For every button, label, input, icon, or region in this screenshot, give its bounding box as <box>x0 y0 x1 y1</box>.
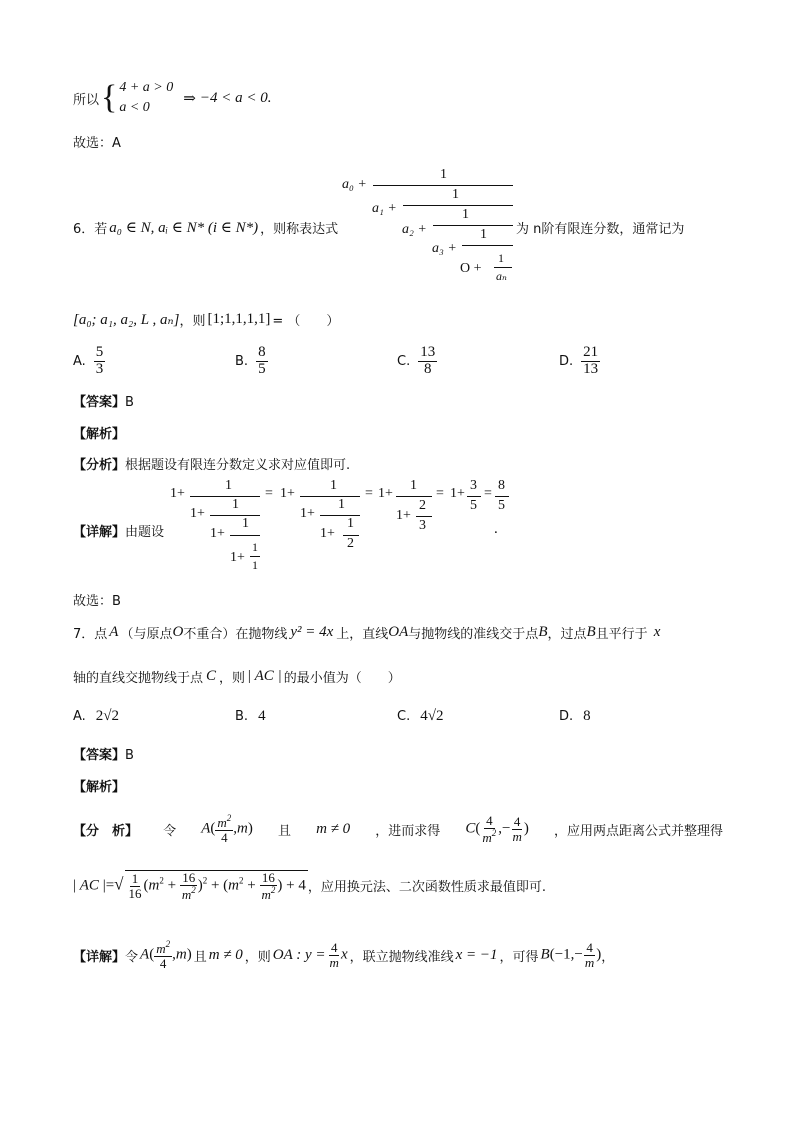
q7-stem-line2 <box>73 667 401 686</box>
q7-ac-formula-line <box>73 870 546 901</box>
q6-choose: 故选：B <box>73 594 121 609</box>
answer-tag: 【答案】 <box>73 748 126 763</box>
q6-stem-start <box>73 218 338 237</box>
option-fraction <box>581 345 600 378</box>
q7-line-oa: OA <box>388 624 409 640</box>
calc-bar <box>210 515 260 516</box>
calc-bar <box>230 535 260 536</box>
option-fraction <box>418 345 437 378</box>
calc-1plus: 1+ <box>300 506 315 521</box>
cf-a2: a₂ + <box>402 222 427 237</box>
calc-bar <box>495 496 509 497</box>
den: 13 <box>583 360 599 377</box>
calc-one: 1 <box>410 478 417 493</box>
q7-text: 令 <box>125 949 139 965</box>
calc-1plus: 1+ <box>396 508 411 523</box>
q7-text: 不重合）在抛物线 <box>183 627 288 642</box>
q6-cond-math: a₀ ∈ N, aᵢ ∈ N* (i ∈ N*) <box>109 220 259 236</box>
calc-den: 5 <box>498 498 505 513</box>
cf-one-2: 1 <box>452 187 459 202</box>
calc-eq: = <box>436 486 444 501</box>
q6-fenxi <box>73 454 350 473</box>
q7-text: 轴的直线交抛物线于点 <box>73 671 204 686</box>
q7-option-a[interactable] <box>73 708 119 725</box>
jiexi-tag: 【解析】 <box>73 780 126 795</box>
q6-jiexi <box>73 423 125 442</box>
calc-one: 1 <box>225 478 232 493</box>
case-bottom: a < 0 <box>119 100 150 115</box>
q7-oa-slope: $\frac{4}{m}$ x <box>329 940 348 970</box>
q6-notation: [a₀; a₁, a₂, L , aₙ] <box>73 312 180 328</box>
option-label: D. <box>559 709 574 724</box>
calc-one: 1 <box>330 478 337 493</box>
q7-point-b-expr: B(−1,− $\frac{4}{m}$ ) <box>540 940 602 970</box>
calc-1plus: 1+ <box>280 486 295 501</box>
q7-point-c-expr: C( $\frac{4}{m^2}$ ,− $\frac{4}{m}$ ) <box>465 813 529 845</box>
q6-ask-expr: [1;1,1,1,1] <box>207 311 271 327</box>
calc-bar <box>416 516 432 517</box>
q7-point-b: B <box>586 624 596 640</box>
calc-bar <box>320 515 360 516</box>
den: 3 <box>95 360 104 377</box>
cf-one-3: 1 <box>462 207 469 222</box>
choose-line: 故选：A <box>73 136 121 151</box>
num: 8 <box>258 344 266 360</box>
q7-text: ，则 <box>219 671 246 686</box>
q6-calc <box>170 478 510 583</box>
q6-notation-line <box>73 310 339 329</box>
q7-xiangjie-line <box>73 940 614 970</box>
cf-bar-4 <box>462 245 513 246</box>
xiangjie-tag: 【详解】 <box>73 949 126 965</box>
option-label: D. <box>559 353 574 369</box>
calc-one: 1 <box>232 497 239 512</box>
calc-bar <box>250 556 260 557</box>
den: 5 <box>258 360 266 377</box>
q7-text: 且 <box>277 823 291 839</box>
cf-one-4: 1 <box>480 227 487 242</box>
q7-point-o: O <box>172 624 184 640</box>
option-text: 8 <box>583 708 591 724</box>
answer-tag: 【答案】 <box>73 395 126 410</box>
q6-after <box>516 218 684 237</box>
q7-x: x <box>653 624 661 640</box>
text-so: 所以 <box>73 92 100 108</box>
option-text: 4√2 <box>420 708 444 724</box>
q6-option-b[interactable] <box>235 345 268 378</box>
calc-num: 3 <box>470 478 477 493</box>
option-fraction <box>94 345 106 378</box>
q7-text: ，则 <box>244 949 271 965</box>
q7-m-nonzero: m ≠ 0 <box>316 820 351 837</box>
cf-one-5: 1 <box>498 251 504 265</box>
cf-a3: a₃ + <box>432 241 457 256</box>
calc-bar <box>396 496 432 497</box>
xiangjie-tag: 【详解】 <box>73 525 126 540</box>
calc-num: 8 <box>498 478 505 493</box>
answer-value: B <box>125 395 134 410</box>
implies-arrow: ⇒ <box>183 90 196 107</box>
q7-ac: | AC | <box>247 668 282 684</box>
calc-one: 1 <box>252 558 258 572</box>
q7-text: ，联立抛物线准线 <box>349 949 454 965</box>
q7-text: ，应用两点距离公式并整理得 <box>553 823 723 839</box>
q7-text: ，可得 <box>499 949 539 965</box>
q7-directrix: x = −1 <box>455 946 498 963</box>
q7-answer <box>73 744 134 763</box>
calc-bar <box>190 496 260 497</box>
option-text: 4 <box>258 708 266 724</box>
option-label: C. <box>397 353 411 369</box>
case-result: −4 < a < 0. <box>199 89 272 106</box>
cf-an: aₙ <box>496 269 507 283</box>
q7-jiexi <box>73 776 125 795</box>
q7-text: 且平行于 <box>595 627 648 642</box>
calc-1plus: 1+ <box>320 526 335 541</box>
calc-1plus: 1+ <box>450 486 465 501</box>
option-label: C. <box>397 709 411 724</box>
calc-eq: = <box>365 486 373 501</box>
calc-one: 1 <box>252 540 258 554</box>
cf-ellipsis: O + <box>460 261 482 276</box>
continued-fraction <box>340 165 520 290</box>
q7-text: ，应用换元法、二次函数性质求最值即可. <box>307 880 546 896</box>
q6-number: 6． <box>73 222 95 237</box>
q7-text: ，进而求得 <box>375 823 441 839</box>
q7-option-d[interactable] <box>559 708 591 725</box>
calc-den: 5 <box>470 498 477 513</box>
cf-a0: a₀ + <box>342 177 367 192</box>
calc-num: 2 <box>419 498 426 513</box>
q7-stem-line1 <box>73 623 660 642</box>
fenxi-tag: 【分析】 <box>73 458 126 473</box>
calc-bar <box>300 496 360 497</box>
calc-eq: = <box>484 486 492 501</box>
q7-text: （与原点 <box>120 627 173 642</box>
q6-option-c[interactable] <box>397 345 437 378</box>
q7-ac-formula: | AC |=√ $\frac{1}{16}$ ($m^2$ + $\frac{16}{m^2}$ )$^2 + (m^2$ + $\frac{16}{m^2}$ ) + 4 <box>73 870 306 902</box>
cf-one-1: 1 <box>440 167 447 182</box>
q7-text: ， <box>601 949 615 965</box>
case-system <box>119 78 173 118</box>
cf-a1: a₁ + <box>372 201 397 216</box>
q7-m-nonzero: m ≠ 0 <box>208 946 243 963</box>
calc-den: 2 <box>347 536 354 551</box>
answer-value: B <box>125 748 134 763</box>
q6-middle: ，则称表达式 <box>260 222 339 237</box>
calc-1plus: 1+ <box>378 486 393 501</box>
calc-one: 1 <box>338 497 345 512</box>
q6-ask-suffix: = （ ） <box>272 314 340 329</box>
calc-1plus: 1+ <box>170 486 185 501</box>
option-label: A. <box>73 709 86 724</box>
q7-oa-eq: OA : y = <box>272 946 326 963</box>
q7-text: 点 <box>94 627 108 642</box>
q7-text: 令 <box>163 823 177 839</box>
q7-fenxi-line1 <box>73 814 723 844</box>
q6-answer <box>73 391 134 410</box>
option-fraction <box>256 345 268 378</box>
q7-option-b[interactable] <box>235 708 266 725</box>
case-line <box>73 78 271 118</box>
option-text: 2√2 <box>95 708 120 724</box>
fenxi-tag: 【分 析】 <box>73 823 139 839</box>
fenxi-text: 根据题设有限连分数定义求对应值即可. <box>125 458 351 473</box>
brace-icon: { <box>101 79 118 116</box>
q7-parabola: y² = 4x <box>290 624 334 640</box>
q7-point-a-expr: A( $\frac{m^2}{4}$ ,m) <box>201 813 253 845</box>
jiexi-tag: 【解析】 <box>73 427 126 442</box>
q7-point-b: B <box>538 624 548 640</box>
q7-text: 的最小值为（ ） <box>283 671 401 686</box>
calc-eq: = <box>265 486 273 501</box>
calc-bar <box>467 496 481 497</box>
num: 21 <box>583 344 599 360</box>
cf-bar-2 <box>403 205 513 206</box>
q7-point-a: A <box>109 624 119 640</box>
q6-ask-prefix: ，则 <box>179 314 206 329</box>
cf-bar-1 <box>373 185 513 186</box>
option-label: B. <box>235 709 249 724</box>
q7-text: 且 <box>193 949 207 965</box>
q6-cond: 若 <box>94 222 108 237</box>
q7-text: ，过点 <box>547 627 587 642</box>
q7-number: 7． <box>73 627 95 642</box>
calc-end: . <box>494 521 498 537</box>
q6-after-text: 为 n阶有限连分数，通常记为 <box>516 222 685 237</box>
cf-bar-5 <box>494 267 512 268</box>
option-label: B. <box>235 353 249 369</box>
calc-den: 3 <box>419 518 426 533</box>
num: 13 <box>420 344 436 360</box>
den: 8 <box>423 360 432 377</box>
q7-text: 上，直线 <box>336 627 389 642</box>
num: 5 <box>95 344 104 360</box>
case-top: 4 + a > 0 <box>119 80 174 95</box>
xiangjie-text: 由题设 <box>125 525 165 540</box>
q7-option-c[interactable] <box>397 708 443 725</box>
q7-point-c: C <box>206 668 217 684</box>
calc-1plus: 1+ <box>190 506 205 521</box>
calc-num: 1 <box>347 516 354 531</box>
calc-1plus: 1+ <box>210 526 225 541</box>
calc-one: 1 <box>242 516 249 531</box>
q7-point-a-expr: A( $\frac{m^2}{4}$ ,m) <box>140 939 192 971</box>
calc-1plus: 1+ <box>230 550 245 565</box>
option-label: A. <box>73 353 86 369</box>
q6-option-d[interactable] <box>559 345 600 378</box>
q6-xiangjie <box>73 521 164 540</box>
q7-text: 与抛物线的准线交于点 <box>408 627 539 642</box>
cf-bar-3 <box>433 225 513 226</box>
q6-option-a[interactable] <box>73 345 105 378</box>
